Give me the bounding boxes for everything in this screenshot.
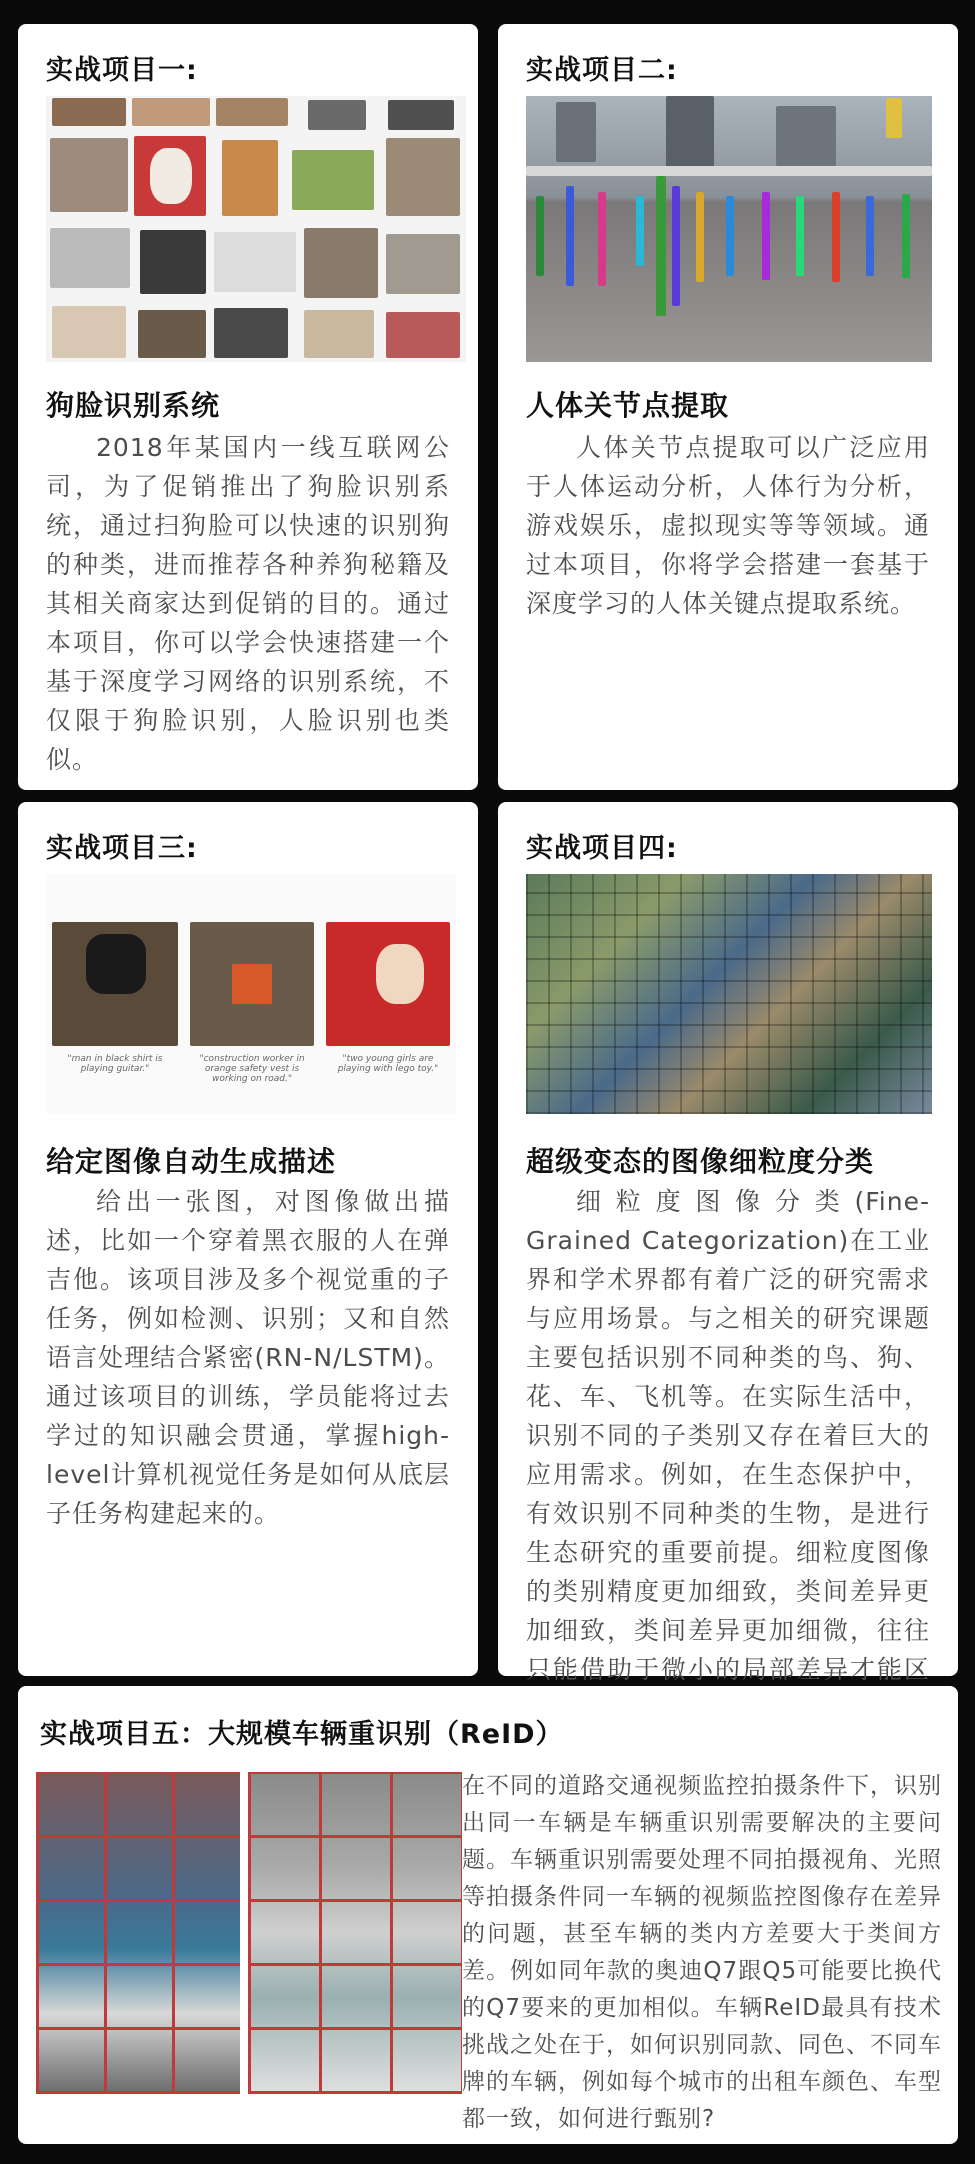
card-label: 实战项目五：大规模车辆重识别（ReID） — [40, 1719, 564, 1750]
human-pose-image — [526, 96, 932, 362]
card-title: 给定图像自动生成描述 — [46, 1145, 337, 1178]
card-label: 实战项目三: — [46, 833, 198, 864]
card-body: 给出一张图，对图像做出描述，比如一个穿着黑衣服的人在弹吉他。该项目涉及多个视觉重的子任务，例如检测、识别；又和自然语言处理结合紧密(RN-N/LSTM)。通过该项目的训练，学员能将过去学过的知识融会贯通，掌握high-level计算机视觉任务是如何从底层子任务构建起来的。 — [46, 1187, 450, 1528]
project-card-4 — [498, 802, 958, 1684]
project-card-1 — [18, 24, 478, 790]
card-label: 实战项目二: — [526, 55, 678, 86]
project-card-3 — [18, 802, 478, 1676]
card-body: 细粒度图像分类(Fine-Grained Categorization)在工业界和学术界都有着广泛的研究需求与应用场景。与之相关的研究课题主要包括识别不同种类的鸟、狗、花、车、飞机等。在实际生活中，识别不同的子类别又存在着巨大的应用需求。例如，在生态保护中，有效识别不同种类的生物，是进行生态研究的重要前提。细粒度图像的类别精度更加细致，类间差异更加细致，类间差异更加细微，往往只能借助于微小的局部差异才能区 — [526, 1187, 930, 1684]
card-title: 狗脸识别系统 — [46, 389, 221, 422]
vehicle-reid-image-grid — [36, 1772, 462, 2094]
card-title: 人体关节点提取 — [526, 389, 730, 422]
project-card-5 — [18, 1686, 958, 2144]
card-body: 在不同的道路交通视频监控拍摄条件下，识别出同一车辆是车辆重识别需要解决的主要问题。车辆重识别需要处理不同拍摄视角、光照等拍摄条件同一车辆的视频监控图像存在差异的问题，甚至车辆的类内方差要大于类间方差。例如同年款的奥迪Q7跟Q5可能要比换代的Q7要来的更加相似。车辆ReID最具有技术挑战之处在于，如何识别同款、同色、不同车牌的车辆，例如每个城市的出租车颜色、车型都一致，如何进行甄别? — [462, 1773, 942, 2132]
card-body: 2018年某国内一线互联网公司，为了促销推出了狗脸识别系统，通过扫狗脸可以快速的识别狗的种类，进而推荐各种养狗秘籍及其相关商家达到促销的目的。通过本项目，你可以学会快速搭建一个基于深度学习网络的识别系统，不仅限于狗脸识别，人脸识别也类似。 — [46, 433, 450, 774]
caption-1: "man in black shirt is playing guitar." — [67, 1054, 163, 1074]
image-caption-example — [46, 874, 456, 1114]
caption-2: "construction worker in orange safety vest is working on road." — [199, 1054, 305, 1084]
card-label: 实战项目四: — [526, 833, 678, 864]
bird-mosaic-image — [526, 874, 932, 1114]
card-title: 超级变态的图像细粒度分类 — [526, 1145, 875, 1178]
caption-3: "two young girls are playing with lego toy." — [337, 1054, 439, 1074]
card-body: 人体关节点提取可以广泛应用于人体运动分析，人体行为分析，游戏娱乐，虚拟现实等等领域。通过本项目，你将学会搭建一套基于深度学习的人体关键点提取系统。 — [526, 433, 930, 618]
dog-face-image-grid — [46, 96, 466, 362]
project-card-2 — [498, 24, 958, 790]
card-label: 实战项目一: — [46, 55, 198, 86]
